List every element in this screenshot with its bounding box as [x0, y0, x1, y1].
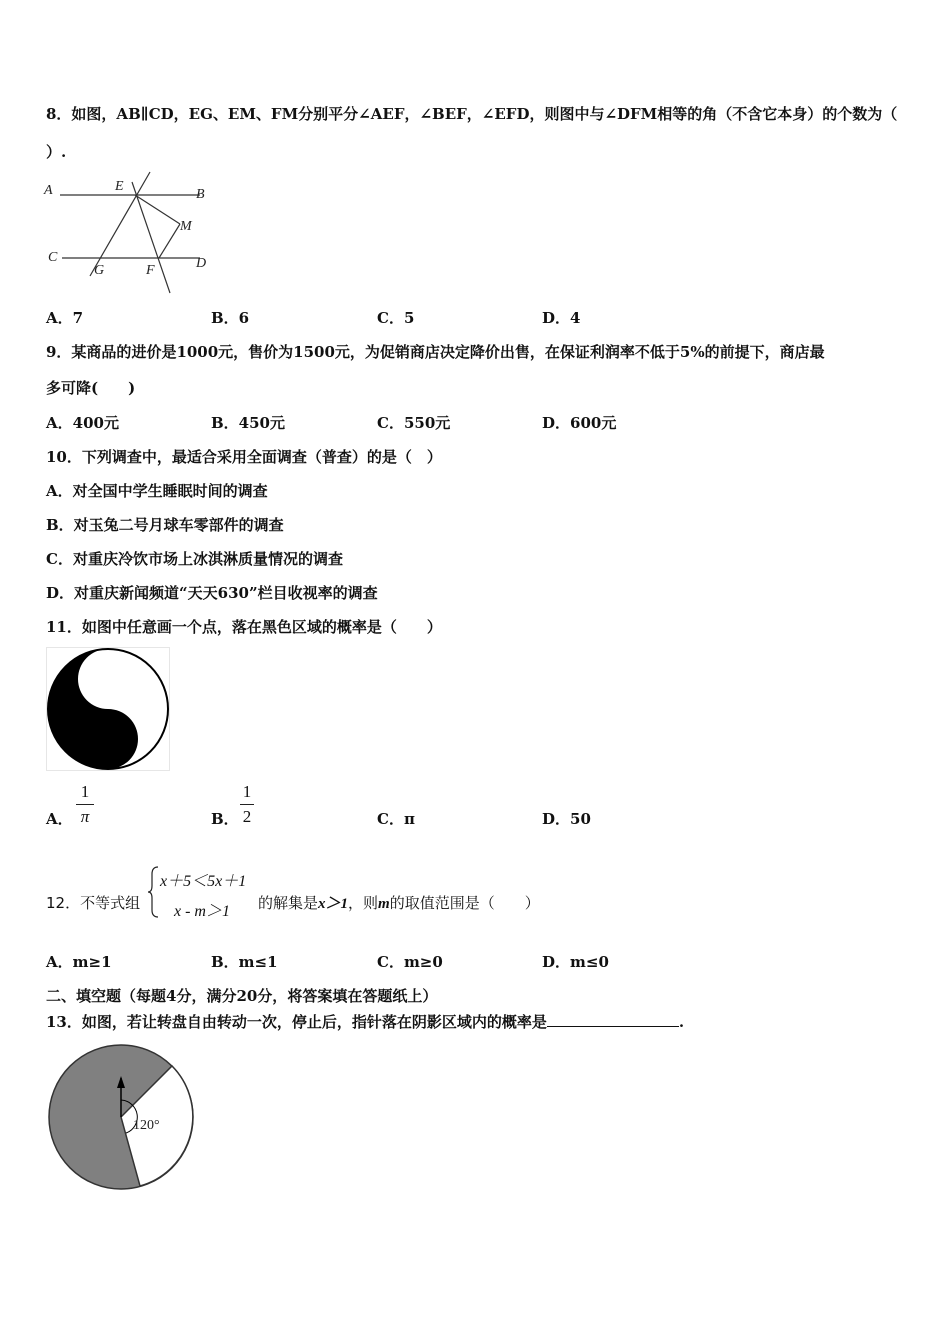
- q13-answer-blank: [547, 1012, 679, 1027]
- q10-option-d: D．对重庆新闻频道“天天630”栏目收视率的调查: [46, 584, 378, 602]
- q11-option-a-numerator: 1: [80, 782, 90, 801]
- q13-angle-label: 120°: [133, 1118, 160, 1133]
- q8-option-b: B．6: [211, 309, 250, 327]
- q11-option-b-label: B．: [211, 810, 239, 828]
- q8-label-a: A: [44, 183, 53, 198]
- q11-option-b-numerator: 1: [242, 782, 252, 801]
- q11-yin-yang-figure: [46, 647, 170, 771]
- q12-prefix: 12．不等式组: [46, 894, 141, 912]
- fraction-bar: [240, 804, 254, 805]
- q12-option-b: B．m≤1: [211, 953, 278, 971]
- q12-option-c: C．m≥0: [377, 953, 443, 971]
- q11-option-c: C．π: [377, 810, 415, 828]
- q11-option-d: D．50: [542, 810, 591, 828]
- q12-inequality-1: x＋5＜5x＋1: [160, 873, 247, 890]
- fraction-bar: [76, 804, 94, 805]
- q12-suffix-a: 的解集是: [258, 894, 319, 912]
- q11-option-b-denominator: 2: [242, 807, 252, 826]
- q12-suffix-b: ，则: [348, 894, 379, 912]
- q9-stem-line2: 多可降( ): [46, 379, 136, 397]
- q11-option-a-label: A．: [46, 810, 73, 828]
- q9-option-c: C．550元: [377, 414, 451, 432]
- q11-option-a-denominator: π: [80, 807, 90, 826]
- section2-heading: 二、填空题（每题4分，满分20分，将答案填在答题纸上）: [46, 987, 438, 1005]
- q12-option-d: D．m≤0: [542, 953, 609, 971]
- q8-option-d: D．4: [542, 309, 581, 327]
- q12-suffix-c: 的取值范围是（ ）: [389, 894, 540, 912]
- q8-label-d: D: [196, 256, 207, 271]
- q12-suffix-var: m: [378, 896, 390, 912]
- q11-option-a-fraction: [76, 782, 94, 827]
- q8-option-a: A．7: [46, 309, 84, 327]
- q11-option-b-fraction: [240, 782, 254, 827]
- q8-stem-line1: 8．如图，AB∥CD，EG、EM、FM分别平分∠AEF，∠BEF，∠EFD，则图中与∠DFM相等的角（不含它本身）的个数为（: [46, 105, 898, 123]
- q11-stem: 11．如图中任意画一个点，落在黑色区域的概率是（ ）: [46, 618, 442, 636]
- q9-stem-line1: 9．某商品的进价是1000元，售价为1500元，为促销商店决定降价出售，在保证利润率不低于5%的前提下，商店最: [46, 343, 825, 361]
- q12-brace: [148, 866, 160, 918]
- q8-stem-line2: ）.: [46, 143, 67, 161]
- q8-label-m: M: [180, 219, 192, 234]
- q8-label-b: B: [196, 187, 205, 202]
- q12-suffix-condition: x＞1: [318, 896, 349, 912]
- q9-option-a: A．400元: [46, 414, 119, 432]
- q9-option-b: B．450元: [211, 414, 285, 432]
- q8-label-g: G: [94, 263, 105, 278]
- q12-inequality-2: x - m＞1: [174, 903, 230, 920]
- q10-option-b: B．对玉兔二号月球车零部件的调查: [46, 516, 284, 534]
- q10-option-c: C．对重庆冷饮市场上冰淇淋质量情况的调查: [46, 550, 343, 568]
- q12-suffix: [258, 892, 540, 913]
- q9-option-d: D．600元: [542, 414, 617, 432]
- q13-stem-text: 13．如图，若让转盘自由转动一次，停止后，指针落在阴影区域内的概率是: [46, 1013, 547, 1031]
- q8-option-c: C．5: [377, 309, 415, 327]
- q8-label-c: C: [48, 250, 58, 265]
- q13-spinner-figure: [44, 1040, 198, 1194]
- q10-option-a: A．对全国中学生睡眠时间的调查: [46, 482, 268, 500]
- q13-stem: [46, 1011, 684, 1032]
- q8-label-e: E: [115, 179, 124, 194]
- q12-option-a: A．m≥1: [46, 953, 112, 971]
- q13-stem-end: .: [678, 1013, 685, 1031]
- q8-parallel-lines-figure: [40, 168, 220, 296]
- q10-stem: 10．下列调查中，最适合采用全面调查（普查）的是（ ）: [46, 448, 442, 466]
- q8-label-f: F: [146, 263, 155, 278]
